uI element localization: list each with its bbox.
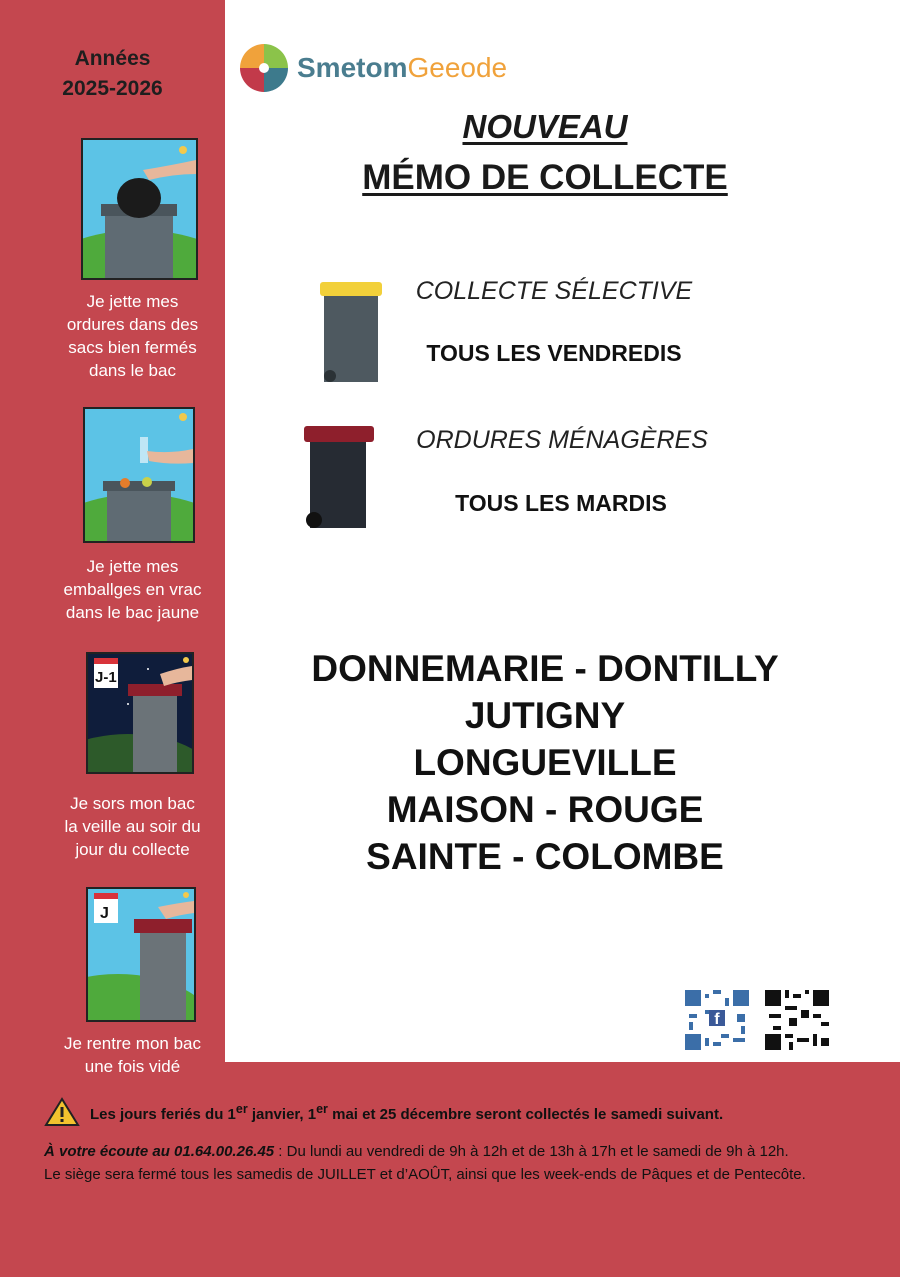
step-3-caption: Je sors mon bac la veille au soir du jour du collecte	[64, 794, 201, 859]
town-name: LONGUEVILLE	[413, 742, 677, 783]
collection-1-type: COLLECTE SÉLECTIVE	[415, 277, 693, 305]
yellow-bin-icon	[316, 276, 386, 384]
years-label: Années	[74, 47, 151, 70]
town-name: SAINTE - COLOMBE	[366, 836, 724, 877]
step-3-illustration	[86, 652, 194, 774]
brand-name: SmetomGeeode	[297, 52, 508, 83]
opening-hours: : Du lundi au vendredi de 9h à 12h et de 13h à 17h et le samedi de 9h à 12h.	[274, 1143, 789, 1160]
household-bin-icon	[300, 424, 380, 530]
holiday-notice	[44, 1097, 723, 1127]
step-1-illustration	[81, 138, 198, 280]
years-heading	[0, 44, 225, 104]
logo-icon	[238, 42, 290, 94]
holiday-text: Les jours feriés du 1er janvier, 1er mai et 25 décembre seront collectés le samedi suivant.	[90, 1101, 724, 1123]
phone-label[interactable]: À votre écoute au 01.64.00.26.45	[44, 1143, 275, 1160]
step-4-illustration	[86, 887, 196, 1022]
towns-list	[225, 645, 865, 880]
collection-2-day: TOUS LES MARDIS	[455, 490, 667, 516]
contact-info	[44, 1140, 864, 1186]
step-4-caption: Je rentre mon bac une fois vidé	[63, 1034, 201, 1076]
years-value: 2025-2026	[62, 77, 163, 100]
town-name: DONNEMARIE - DONTILLY	[311, 648, 779, 689]
step-2-illustration	[83, 407, 195, 543]
closure-notice: Le siège sera fermé tous les samedis de JUILLET et d’AOÛT, ainsi que les week-ends de Pâques et de Pentecôte.	[44, 1166, 806, 1183]
warning-icon	[44, 1097, 80, 1127]
step-1-caption: Je jette mes ordures dans des sacs bien fermés dans le bac	[66, 292, 199, 380]
logo	[238, 42, 294, 98]
town-name: JUTIGNY	[464, 695, 626, 736]
title-line-2: MÉMO DE COLLECTE	[362, 158, 728, 197]
calendar-badge: J-1	[95, 669, 117, 686]
title-line-1: NOUVEAU	[462, 108, 628, 145]
website-qr-code[interactable]	[765, 990, 829, 1050]
collection-1-day: TOUS LES VENDREDIS	[426, 340, 682, 366]
svg-text:f: f	[714, 1011, 720, 1028]
calendar-badge: J	[100, 905, 109, 922]
facebook-qr-code[interactable]	[685, 990, 749, 1050]
step-2-caption: Je jette mes emballges en vrac dans le bac jaune	[63, 557, 202, 622]
town-name: MAISON - ROUGE	[386, 789, 704, 830]
collection-2-type: ORDURES MÉNAGÈRES	[416, 426, 708, 454]
